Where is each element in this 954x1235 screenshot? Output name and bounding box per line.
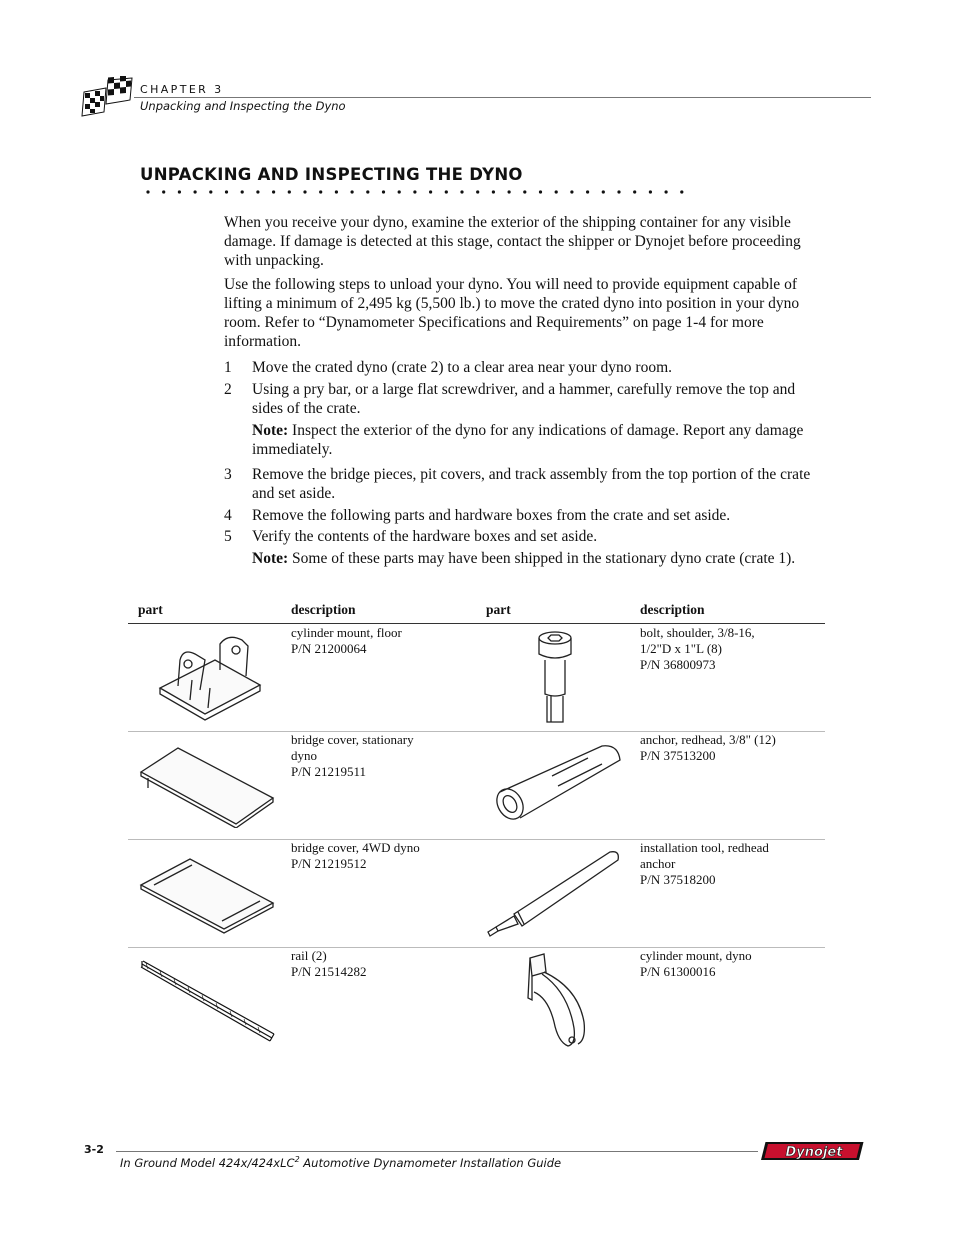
note-label: Note: xyxy=(252,422,289,439)
description-line: rail (2) xyxy=(291,948,327,963)
rule-dot xyxy=(665,190,668,193)
description-line: installation tool, redhead xyxy=(640,840,769,855)
step-4 xyxy=(224,506,820,525)
step-text: Remove the following parts and hardware boxes from the crate and set aside. xyxy=(252,507,731,524)
part-number: P/N 36800973 xyxy=(640,657,716,672)
note-crate xyxy=(252,549,820,568)
footer-title-superscript: 2 xyxy=(294,1155,300,1164)
section-title: UNPACKING AND INSPECTING THE DYNO xyxy=(140,165,523,184)
col-header-description: description xyxy=(291,602,356,617)
step-text: Verify the contents of the hardware boxes and set aside. xyxy=(252,528,598,545)
rule-dot xyxy=(476,190,479,193)
step-2 xyxy=(224,380,820,418)
rule-dot xyxy=(162,190,165,193)
part-description xyxy=(640,732,790,764)
rule-dot xyxy=(256,190,259,193)
dotted-rule xyxy=(140,183,700,197)
rule-dot xyxy=(194,190,197,193)
step-number: 1 xyxy=(224,359,232,376)
intro-paragraph: When you receive your dyno, examine the exterior of the shipping container for any visible damage. If damage is detected at this stage, contact the shipper or Dynojet before proceeding with unpacking. xyxy=(224,214,801,269)
description-line: bolt, shoulder, 3/8-16, xyxy=(640,625,755,640)
bridge-cover-4wd-icon xyxy=(138,855,278,935)
table-row xyxy=(138,742,278,828)
rule-dot xyxy=(523,190,526,193)
table-row xyxy=(150,630,280,725)
chapter-subtitle: Unpacking and Inspecting the Dyno xyxy=(140,99,346,113)
description-line: cylinder mount, dyno xyxy=(640,948,752,963)
step-3 xyxy=(224,465,820,503)
part-number: P/N 21219512 xyxy=(291,856,367,871)
description-line: anchor, redhead, 3/8" (12) xyxy=(640,732,776,747)
part-description xyxy=(291,625,441,657)
table-header-rule xyxy=(128,623,825,624)
description-line: bridge cover, 4WD dyno xyxy=(291,840,420,855)
footer-title-rest: Automotive Dynamometer Installation Guide xyxy=(299,1155,562,1170)
step-1 xyxy=(224,358,820,377)
rule-dot xyxy=(351,190,354,193)
footer-title xyxy=(120,1155,561,1170)
part-number: P/N 21514282 xyxy=(291,964,367,979)
note-text: Inspect the exterior of the dyno for any indications of damage. Report any damage immediately. xyxy=(252,422,804,458)
rule-dot xyxy=(413,190,416,193)
rule-dot xyxy=(303,190,306,193)
cylinder-mount-dyno-icon xyxy=(518,952,590,1052)
installation-tool-icon xyxy=(486,848,626,938)
chapter-label: CHAPTER 3 xyxy=(140,83,224,96)
rule-dot xyxy=(586,190,589,193)
rule-dot xyxy=(288,190,291,193)
rule-dot xyxy=(429,190,432,193)
step-text: Move the crated dyno (crate 2) to a clear area near your dyno room. xyxy=(252,359,673,376)
table-row xyxy=(518,952,590,1052)
bridge-cover-stationary-icon xyxy=(138,742,278,828)
part-number: P/N 37513200 xyxy=(640,748,716,763)
description-line: bridge cover, stationary xyxy=(291,732,414,747)
rule-dot xyxy=(492,190,495,193)
rule-dot xyxy=(366,190,369,193)
footer-rule xyxy=(116,1151,758,1152)
table-row xyxy=(486,848,626,938)
rule-dot xyxy=(508,190,511,193)
dynojet-logo xyxy=(760,1140,866,1162)
shoulder-bolt-icon xyxy=(525,630,585,725)
part-description xyxy=(291,732,441,780)
note-label: Note: xyxy=(252,550,289,567)
description-line: cylinder mount, floor xyxy=(291,625,402,640)
rule-dot xyxy=(225,190,228,193)
header-rule xyxy=(134,97,871,98)
part-number: P/N 61300016 xyxy=(640,964,716,979)
description-line: 1/2"D x 1"L (8) xyxy=(640,641,722,656)
rule-dot xyxy=(382,190,385,193)
part-number: P/N 37518200 xyxy=(640,872,716,887)
step-5 xyxy=(224,527,820,546)
rule-dot xyxy=(335,190,338,193)
note-inspect xyxy=(252,421,820,459)
rule-dot xyxy=(539,190,542,193)
rule-dot xyxy=(178,190,181,193)
rule-dot xyxy=(680,190,683,193)
rail-icon xyxy=(140,958,276,1044)
logo-text: Dynojet xyxy=(785,1145,843,1160)
part-description xyxy=(640,948,790,980)
rule-dot xyxy=(319,190,322,193)
rule-dot xyxy=(241,190,244,193)
rule-dot xyxy=(570,190,573,193)
table-row xyxy=(140,958,276,1044)
step-number: 4 xyxy=(224,507,232,524)
part-description xyxy=(640,840,790,888)
rule-dot xyxy=(602,190,605,193)
step-number: 5 xyxy=(224,528,232,545)
step-number: 3 xyxy=(224,466,232,483)
step-text: Remove the bridge pieces, pit covers, and track assembly from the top portion of the crate and set aside. xyxy=(252,466,811,502)
table-row xyxy=(138,855,278,935)
description-line: dyno xyxy=(291,748,317,763)
col-header-part: part xyxy=(138,602,163,617)
rule-dot xyxy=(398,190,401,193)
part-description xyxy=(640,625,790,673)
rule-dot xyxy=(649,190,652,193)
redhead-anchor-icon xyxy=(492,742,627,822)
col-header-part: part xyxy=(486,602,511,617)
part-description xyxy=(291,840,441,872)
part-number: P/N 21200064 xyxy=(291,641,367,656)
rule-dot xyxy=(460,190,463,193)
rule-dot xyxy=(617,190,620,193)
col-header-description: description xyxy=(640,602,705,617)
table-row xyxy=(492,742,627,822)
page-number: 3-2 xyxy=(84,1143,104,1156)
rule-dot xyxy=(555,190,558,193)
rule-dot xyxy=(272,190,275,193)
description-line: anchor xyxy=(640,856,676,871)
rule-dot xyxy=(633,190,636,193)
note-text: Some of these parts may have been shipped in the stationary dyno crate (crate 1). xyxy=(288,550,796,567)
rule-dot xyxy=(209,190,212,193)
checkered-flag-icon xyxy=(80,76,136,120)
rule-dot xyxy=(445,190,448,193)
lifting-paragraph: Use the following steps to unload your dyno. You will need to provide equipment capable of lifting a minimum of 2,495 kg (5,500 lb.) to move the crated dyno into position in your dyno room. Refer to “Dynamometer Specifications and Requirements” on page 1-4 for more information. xyxy=(224,276,800,350)
footer-title-main: In Ground Model 424x/424xLC xyxy=(120,1155,295,1170)
table-row xyxy=(525,630,585,725)
rule-dot xyxy=(146,190,149,193)
part-number: P/N 21219511 xyxy=(291,764,366,779)
cylinder-mount-floor-icon xyxy=(150,630,280,725)
step-number: 2 xyxy=(224,381,232,398)
part-description xyxy=(291,948,441,980)
step-text: Using a pry bar, or a large flat screwdriver, and a hammer, carefully remove the top and sides of the crate. xyxy=(252,381,796,417)
